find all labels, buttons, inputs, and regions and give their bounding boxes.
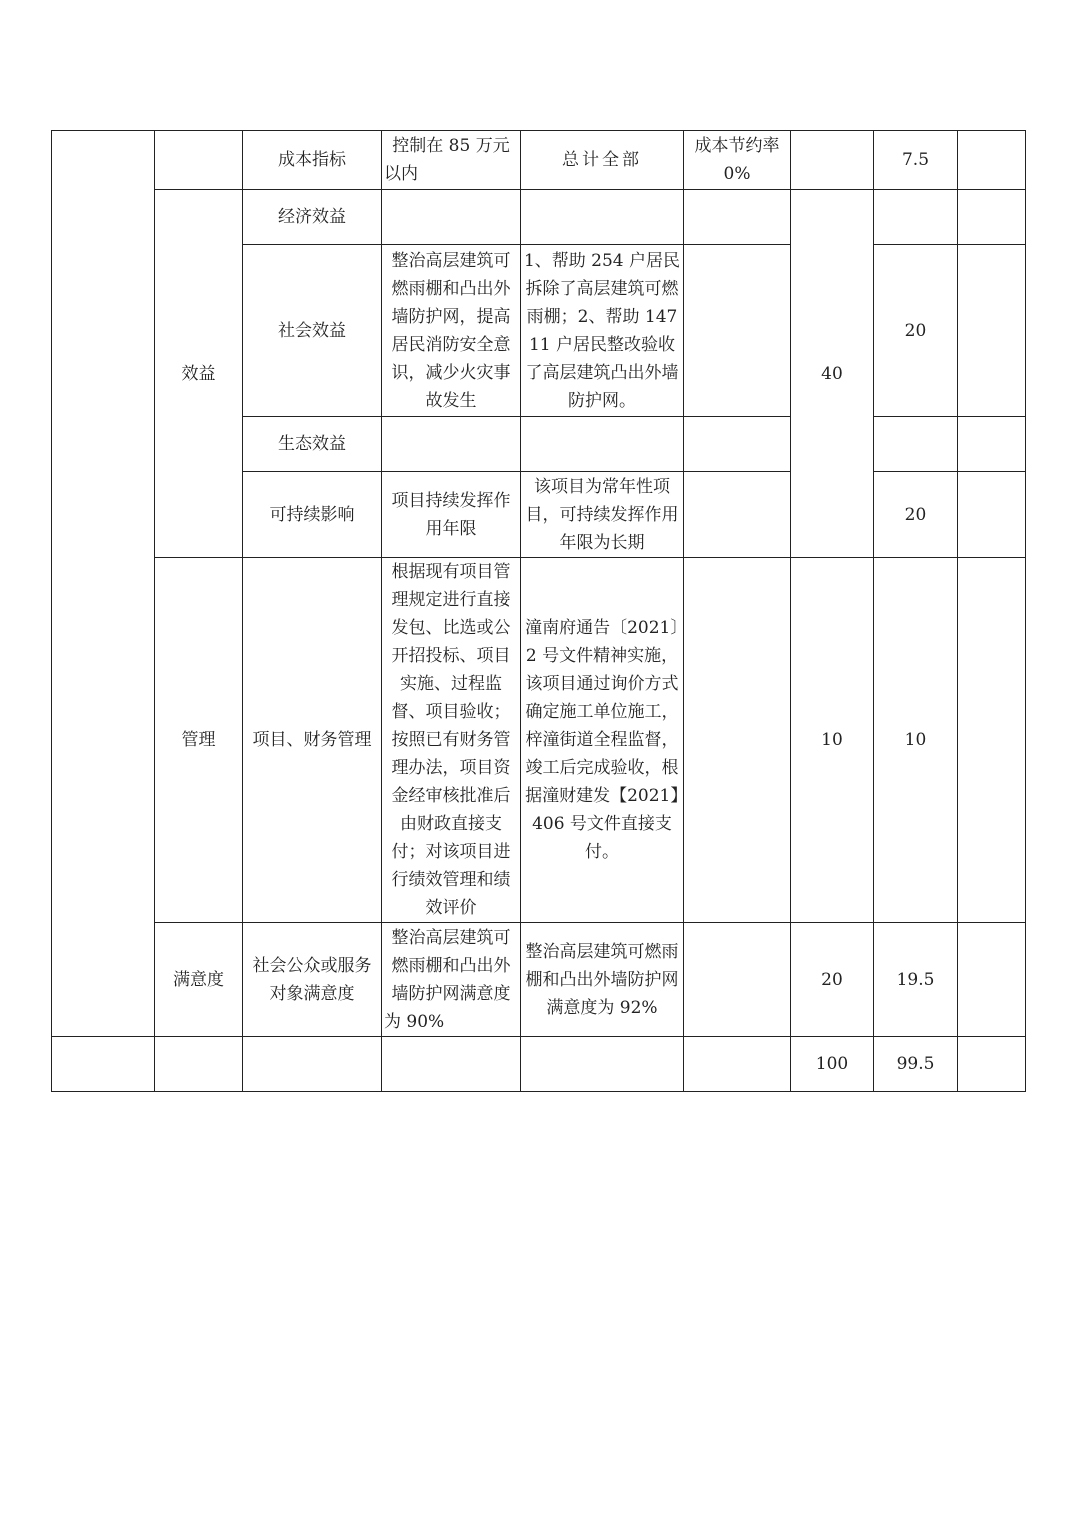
actual-cell: 潼南府通告〔2021〕2 号文件精神实施，该项目通过询价方式确定施工单位施工，梓潼街道全程监督，竣工后完成验收，根据潼财建发【2021】406 号文件直接支付。 xyxy=(521,558,684,923)
table-cell xyxy=(382,1037,521,1092)
actual-cell: 该项目为常年性项目，可持续发挥作用年限为长期 xyxy=(521,472,684,558)
category-cell: 满意度 xyxy=(155,923,243,1037)
indicator-cell: 成本指标 xyxy=(243,131,382,190)
note-cell xyxy=(684,558,791,923)
target-cell: 项目持续发挥作用年限 xyxy=(382,472,521,558)
category-cell: 效益 xyxy=(155,190,243,558)
note-cell xyxy=(684,472,791,558)
actual-cell: 总计全部 xyxy=(521,131,684,190)
table-cell xyxy=(155,131,243,190)
note-cell xyxy=(684,245,791,417)
note-cell: 成本节约率 0% xyxy=(684,131,791,190)
note-cell xyxy=(684,923,791,1037)
target-cell xyxy=(382,190,521,245)
weight-cell xyxy=(791,131,874,190)
score-cell xyxy=(874,417,958,472)
table-cell xyxy=(52,1037,155,1092)
target-cell: 控制在 85 万元以内 xyxy=(382,131,521,190)
actual-cell xyxy=(521,190,684,245)
indicator-cell: 社会效益 xyxy=(243,245,382,417)
score-cell: 20 xyxy=(874,472,958,558)
table-cell xyxy=(958,472,1026,558)
table-row xyxy=(52,131,1026,190)
table-cell xyxy=(958,190,1026,245)
table-row xyxy=(52,190,1026,245)
score-cell: 19.5 xyxy=(874,923,958,1037)
performance-table xyxy=(51,130,1026,1092)
target-cell: 整治高层建筑可燃雨棚和凸出外墙防护网，提高居民消防安全意识，减少火灾事故发生 xyxy=(382,245,521,417)
actual-cell: 1、帮助 254 户居民拆除了高层建筑可燃雨棚；2、帮助 14711 户居民整改验收了高层建筑凸出外墙防护网。 xyxy=(521,245,684,417)
actual-cell: 整治高层建筑可燃雨棚和凸出外墙防护网满意度为 92% xyxy=(521,923,684,1037)
weight-cell: 10 xyxy=(791,558,874,923)
indicator-cell: 生态效益 xyxy=(243,417,382,472)
weight-cell: 40 xyxy=(791,190,874,558)
score-cell xyxy=(874,190,958,245)
table-row xyxy=(52,923,1026,1037)
weight-cell: 20 xyxy=(791,923,874,1037)
table-cell xyxy=(155,1037,243,1092)
table-cell xyxy=(684,1037,791,1092)
indicator-cell: 经济效益 xyxy=(243,190,382,245)
table-row xyxy=(52,558,1026,923)
table-cell xyxy=(958,245,1026,417)
table-cell xyxy=(52,131,155,1037)
total-score-cell: 99.5 xyxy=(874,1037,958,1092)
table-cell xyxy=(958,131,1026,190)
table-cell xyxy=(521,1037,684,1092)
note-cell xyxy=(684,417,791,472)
table-cell xyxy=(958,1037,1026,1092)
total-row xyxy=(52,1037,1026,1092)
table-cell xyxy=(958,923,1026,1037)
score-cell: 7.5 xyxy=(874,131,958,190)
target-cell: 根据现有项目管理规定进行直接发包、比选或公开招投标、项目实施、过程监督、项目验收；按照已有财务管理办法，项目资金经审核批准后由财政直接支付；对该项目进行绩效管理和绩效评价 xyxy=(382,558,521,923)
score-cell: 10 xyxy=(874,558,958,923)
table-cell xyxy=(958,417,1026,472)
category-cell: 管理 xyxy=(155,558,243,923)
total-weight-cell: 100 xyxy=(791,1037,874,1092)
target-cell: 整治高层建筑可燃雨棚和凸出外墙防护网满意度为 90% xyxy=(382,923,521,1037)
indicator-cell: 项目、财务管理 xyxy=(243,558,382,923)
score-cell: 20 xyxy=(874,245,958,417)
indicator-cell: 社会公众或服务对象满意度 xyxy=(243,923,382,1037)
target-cell xyxy=(382,417,521,472)
table-cell xyxy=(243,1037,382,1092)
note-cell xyxy=(684,190,791,245)
actual-cell xyxy=(521,417,684,472)
table-cell xyxy=(958,558,1026,923)
indicator-cell: 可持续影响 xyxy=(243,472,382,558)
